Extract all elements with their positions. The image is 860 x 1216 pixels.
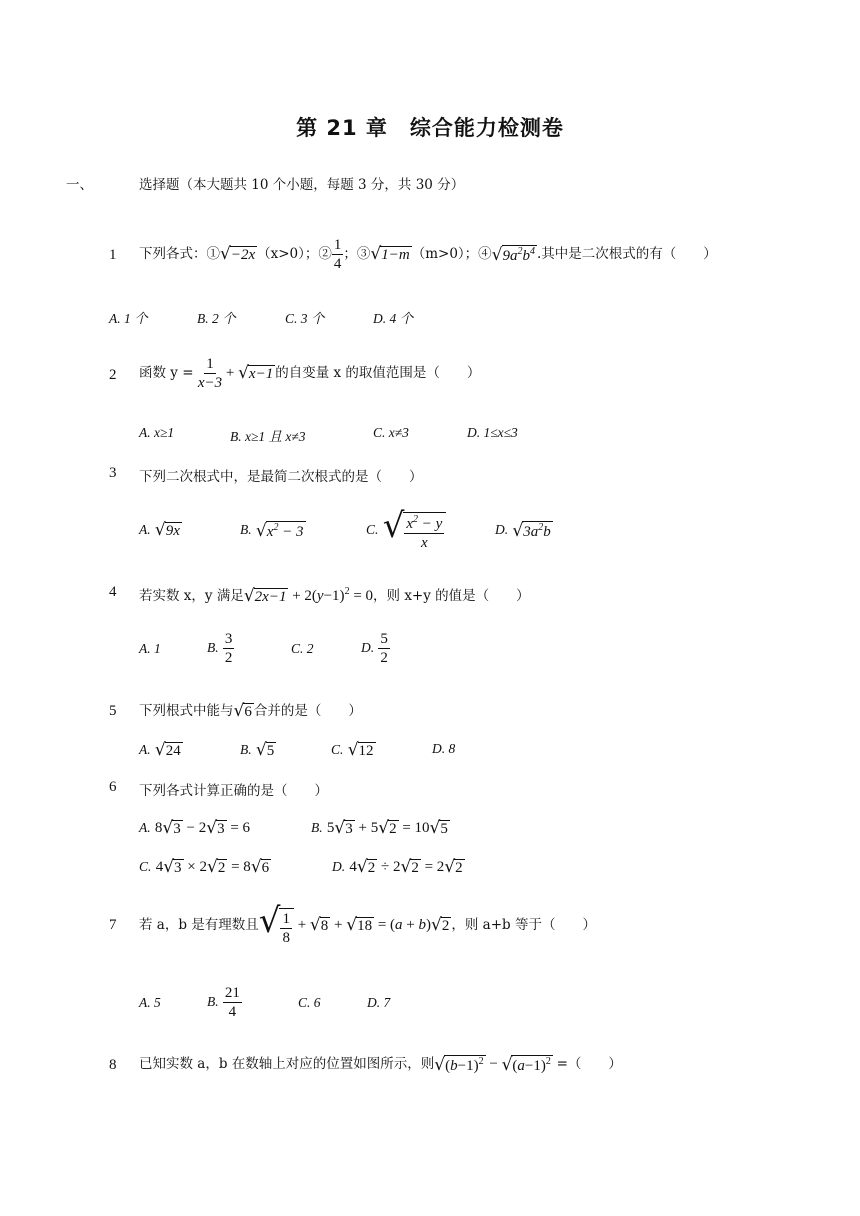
question-stem: 若实数 x，y 满足$√2x-1 + 2(y-1)^2 = 0$，则 x+y 的值是（ ） [139,586,530,606]
question-stem: 函数 y = $\frac{1}{x-3}$ + √x−1 的自变量 x 的取值范围是（ ） [139,356,481,391]
option-row: B. $\frac{3}{2}$ [207,631,233,666]
option: D. 8 [432,741,456,756]
option-row: A. √24 [139,740,181,760]
option: A. 1 个 [109,311,148,326]
question-number: 1 [109,247,117,263]
question-stem: 已知实数 a，b 在数轴上对应的位置如图所示，则$√(b-1)^2 - √(a-1)^2$ =（ ） [139,1055,622,1075]
question-stem: 下列各式计算正确的是（ ） [139,783,328,799]
option: B. 2 个 [197,311,236,326]
option: D. 1≤x≤3 [467,425,518,440]
question-number: 7 [109,917,117,933]
fraction: $\frac{1}{4}$ [333,237,342,272]
radical: √−2x [220,244,256,264]
question-stem: 下列根式中能与√6 合并的是（ ） [139,701,362,721]
option-row: B. √5 [240,740,275,760]
option-row: A. 8√3 − 2√3 = 6 [139,818,251,838]
option: C. 3 个 [285,311,325,326]
question-number: 2 [109,367,117,383]
option: C. 2 [291,641,314,656]
option-row: C. √12 [331,740,374,760]
option: A. 1 [139,641,161,656]
option-row: B. $\frac{21}{4}$ [207,985,240,1020]
option: C. 6 [298,995,321,1010]
option: D. 7 [367,995,391,1010]
option-row: D. $\frac{5}{2}$ [361,631,388,666]
section-heading: 选择题（本大题共 10 个小题，每题 3 分，共 30 分） [139,177,465,193]
radical: $√9a^2b^4$ [491,245,535,265]
question-stem: 若 a，b 是有理数且√ $\frac{1}{8}$ + √8 + √18 = (a + b)√2 ，则 a+b 等于（ ） [139,901,596,946]
option-row: B. $√x^2 - 3$ [240,521,304,541]
option: A. 5 [139,995,161,1010]
page-title: 第 21 章 综合能力检测卷 [296,116,564,140]
question-number: 6 [109,779,117,795]
option: C. x≠3 [373,425,409,440]
option-row: B. 5√3 + 5√2 = 10√5 [311,818,448,838]
option-row: D. $√3a^2b$ [495,521,551,541]
option: D. 4 个 [373,311,414,326]
question-stem: 下列各式：①√−2x （x>0）；② $\frac{1}{4}$ ；③√1−m （m>0）；$④√9a^2b^4$ .其中是二次根式的有（ ） [139,237,717,272]
option-row: C. 4√3 × 2√2 = 8√6 [139,857,270,877]
option-row: A. √9x [139,520,180,540]
option-row: C. √ $\frac{x^2 - y}{x}$ [366,505,446,555]
question-number: 5 [109,703,117,719]
radical: √x−1 [238,363,274,383]
radical: √1−m [370,244,410,264]
question-number: 3 [109,465,117,481]
fraction: $\frac{1}{x-3}$ [197,356,223,391]
option-row: D. 4√2 ÷ 2√2 = 2√2 [332,857,463,877]
option: B. x≥1 且 x≠3 [230,429,306,444]
question-stem: 下列二次根式中，是最简二次根式的是（ ） [139,469,423,485]
question-number: 4 [109,584,117,600]
section-number: 一、 [66,177,93,193]
question-number: 8 [109,1057,117,1073]
option: A. x≥1 [139,425,175,440]
